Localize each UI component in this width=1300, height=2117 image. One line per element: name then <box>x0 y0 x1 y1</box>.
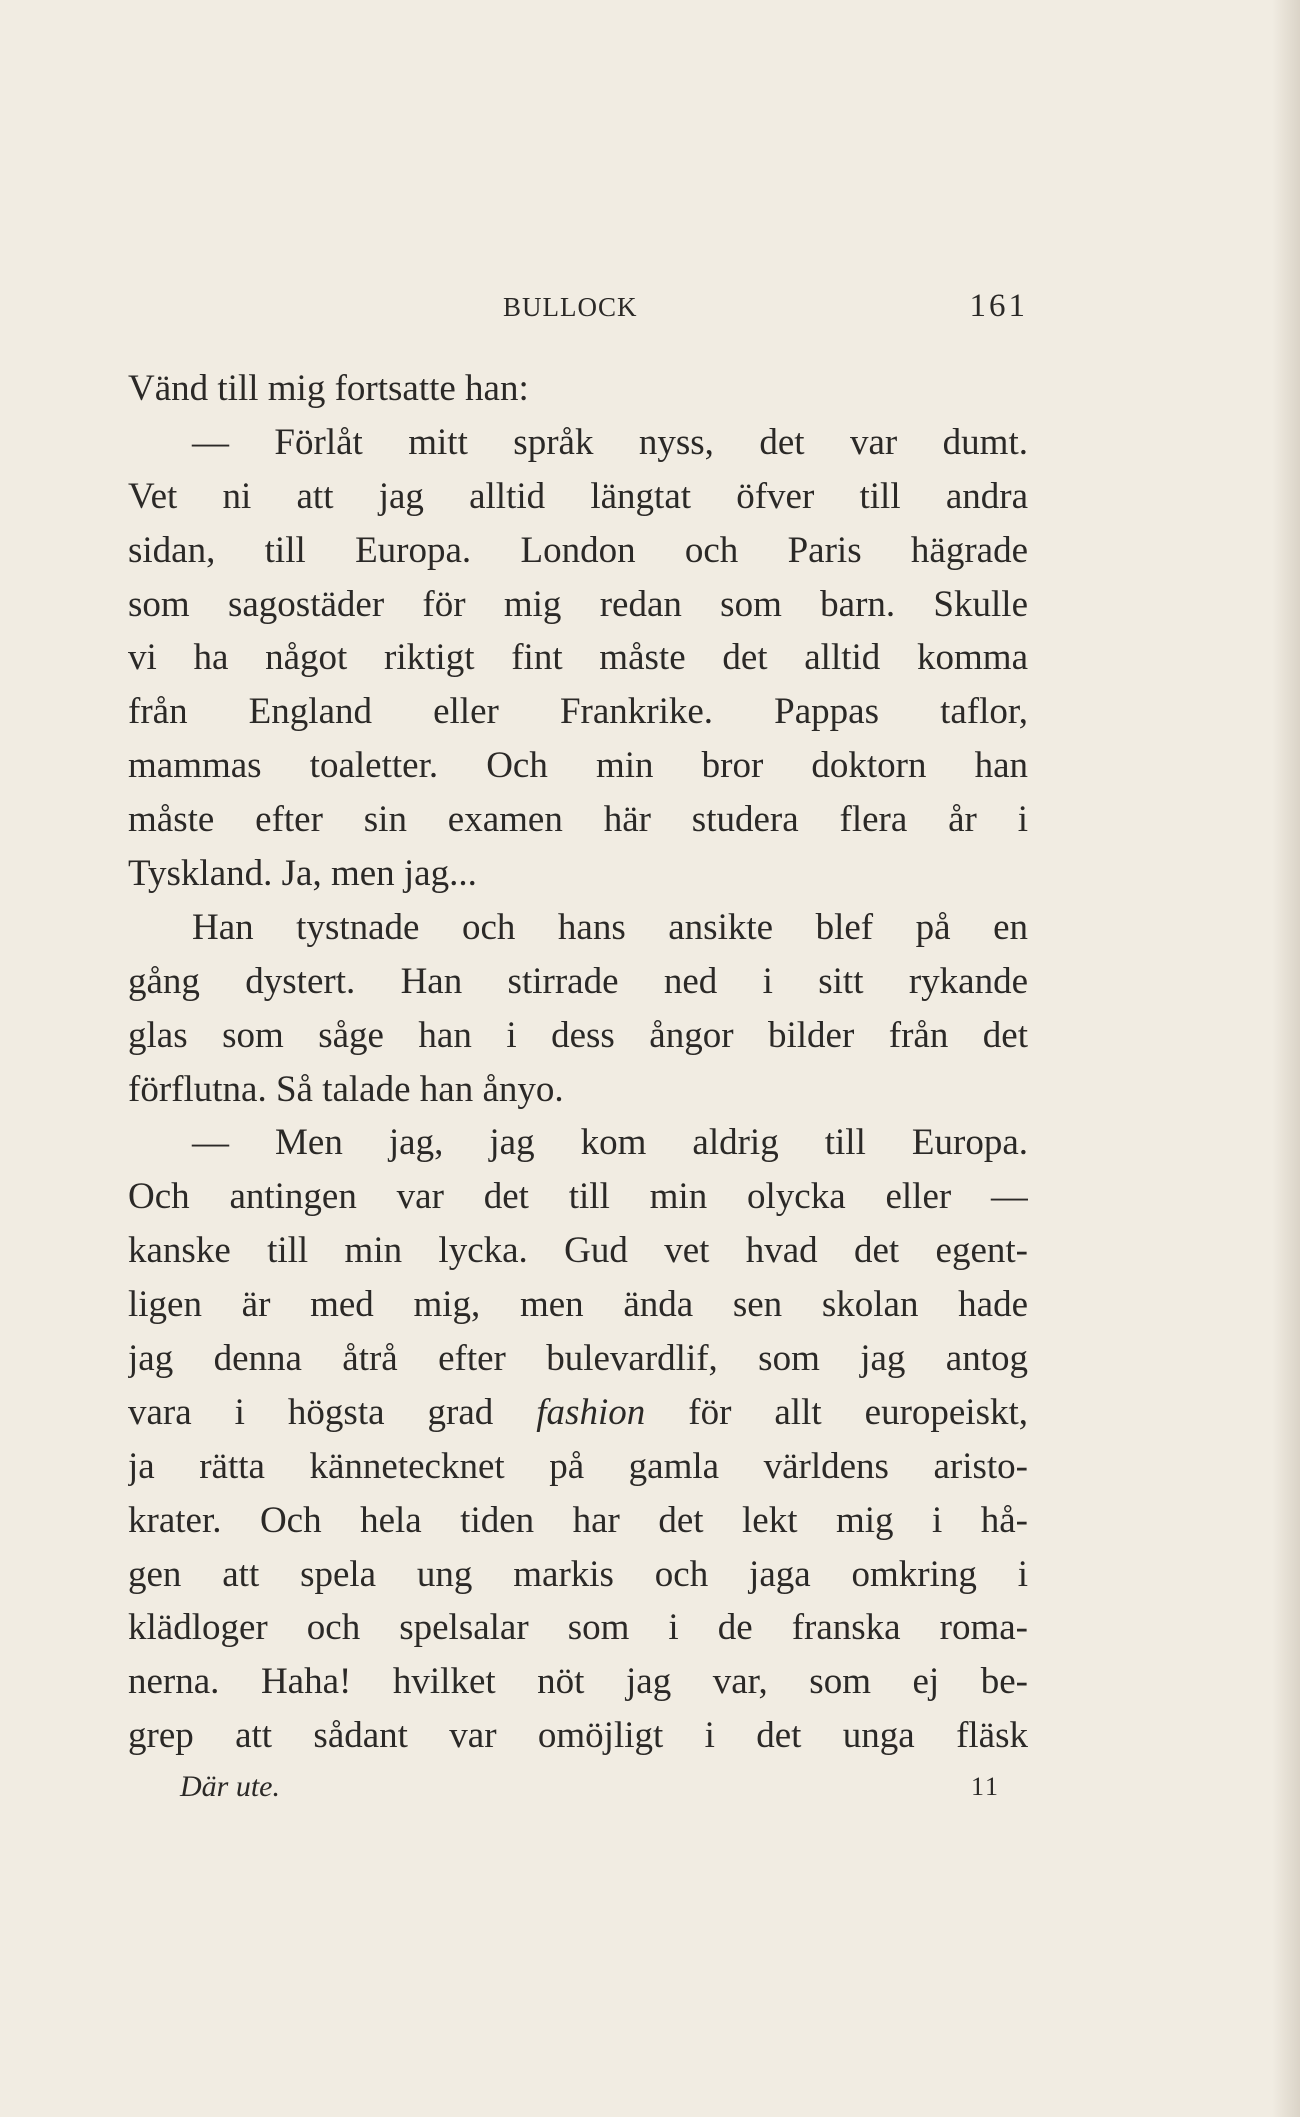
sheet-number: 11 <box>970 1772 1000 1801</box>
text-line: sidan, till Europa. London och Paris hägrade <box>128 529 1028 571</box>
text-fragment: för allt europeiskt, <box>688 1391 1028 1433</box>
text-line: måste efter sin examen här studera flera år i <box>128 799 1028 841</box>
text-line: gen att spela ung markis och jaga omkring i <box>128 1553 1028 1595</box>
printer-signature: Där ute. <box>180 1770 280 1803</box>
italic-word: fashion <box>536 1391 646 1433</box>
text-line: Tyskland. Ja, men jag... <box>128 853 477 895</box>
running-title: BULLOCK <box>503 292 638 322</box>
page-footer <box>180 1770 1000 1810</box>
text-line: ligen är med mig, men ända sen skolan hade <box>128 1284 1028 1326</box>
text-line: glas som såge han i dess ångor bilder från det <box>128 1014 1028 1056</box>
text-line: Och antingen var det till min olycka eller — <box>128 1176 1028 1218</box>
text-line <box>128 1386 1028 1440</box>
text-line: Vänd till mig fortsatte han: <box>128 368 529 409</box>
page-number: 161 <box>969 288 1028 324</box>
text-line: grep att sådant var omöjligt i det unga fläsk <box>128 1715 1028 1757</box>
page-edge-shadow <box>1272 0 1300 2117</box>
page-header <box>128 288 1028 332</box>
text-line: klädloger och spelsalar som i de franska roma- <box>128 1607 1028 1649</box>
text-fragment: vara i högsta grad <box>128 1391 494 1433</box>
text-line: som sagostäder för mig redan som barn. Skulle <box>128 583 1028 625</box>
text-line: ja rätta kännetecknet på gamla världens aristo- <box>128 1445 1028 1487</box>
text-line: mammas toaletter. Och min bror doktorn han <box>128 745 1028 787</box>
text-line: kanske till min lycka. Gud vet hvad det egent- <box>128 1230 1028 1272</box>
text-line: krater. Och hela tiden har det lekt mig i hå- <box>128 1499 1028 1541</box>
text-line: Han tystnade och hans ansikte blef på en <box>192 906 1028 948</box>
text-line: nerna. Haha! hvilket nöt jag var, som ej be- <box>128 1661 1028 1703</box>
text-line: gång dystert. Han stirrade ned i sitt rykande <box>128 960 1028 1002</box>
text-line: — Men jag, jag kom aldrig till Europa. <box>192 1122 1028 1164</box>
text-line: jag denna åtrå efter bulevardlif, som jag antog <box>128 1338 1028 1380</box>
text-line: förflutna. Så talade han ånyo. <box>128 1068 564 1110</box>
body-text <box>128 362 1028 1763</box>
text-line: — Förlåt mitt språk nyss, det var dumt. <box>192 421 1028 463</box>
text-line: Vet ni att jag alltid längtat öfver till andra <box>128 475 1028 517</box>
text-line: vi ha något riktigt fint måste det alltid komma <box>128 637 1028 679</box>
text-line: från England eller Frankrike. Pappas taflor, <box>128 691 1028 733</box>
